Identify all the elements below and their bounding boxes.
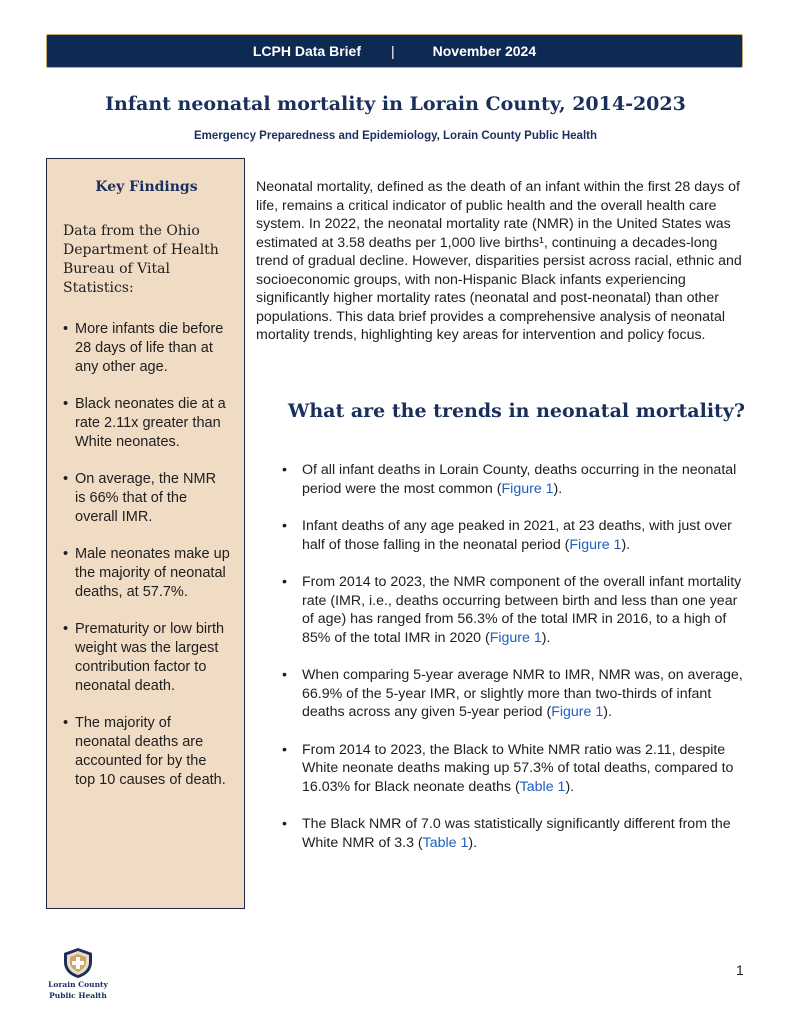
figure-link[interactable]: Figure 1 <box>551 704 604 720</box>
intro-paragraph: Neonatal mortality, defined as the death of an infant within the first 28 days of life, remains a critical indicator of public health and the overall health care system. In 2022, the neonatal mortality rate (NMR) in the United States was estimated at 3.58 deaths per 1,000 live births¹, continuing a decades-long trend of gradual decline. However, disparities persist across racial, ethnic and socioeconomic groups, with non-Hispanic Black infants experiencing significantly higher mortality rates (neonatal and post-neonatal) than other populations. This data brief provides a comprehensive analysis of neonatal mortality trends, highlighting key areas for intervention and policy focus. <box>256 179 742 343</box>
trend-text: From 2014 to 2023, the Black to White NMR ratio was 2.11, despite White neonate deaths making up 57.3% of total deaths, compared to 16.03% for Black neonate deaths ( <box>302 741 734 795</box>
figure-link[interactable]: Figure 1 <box>501 480 554 497</box>
table-link[interactable]: Table 1 <box>422 834 469 851</box>
trend-end: ). <box>621 536 631 553</box>
key-findings-title: Key Findings <box>95 179 198 195</box>
section-heading: What are the trends in neonatal mortality? <box>288 400 745 422</box>
key-finding-item: • More infants die before 28 days of life than at any other age. <box>63 320 230 377</box>
brief-label: LCPH Data Brief <box>252 43 361 59</box>
brief-date: November 2024 <box>432 43 537 59</box>
key-finding-item: • The majority of neonatal deaths are accounted for by the top 10 causes of death. <box>63 714 230 790</box>
trend-end: ). <box>603 704 612 720</box>
key-finding-item: • Male neonates make up the majority of neonatal deaths, at 57.7%. <box>63 545 230 602</box>
trend-end: ). <box>553 480 563 497</box>
trend-text: From 2014 to 2023, the NMR component of the overall infant mortality rate (IMR, i.e., deaths occurring between birth and less than one year of age) has ranged from 56.3% of the total IMR in 2016, to a high of 85% of the total IMR in 2020 ( <box>302 574 742 646</box>
trend-item <box>282 517 752 554</box>
figure-link[interactable]: Figure 1 <box>489 629 542 646</box>
key-findings-list <box>63 320 230 790</box>
key-finding-item: • On average, the NMR is 66% that of the overall IMR. <box>63 470 230 527</box>
key-finding-item: • Black neonates die at a rate 2.11x greater than White neonates. <box>63 395 230 452</box>
trends-list <box>282 461 752 871</box>
page-number: 1 <box>736 962 744 978</box>
key-finding-item: • Prematurity or low birth weight was the largest contribution factor to neonatal death. <box>63 620 230 696</box>
header-separator: | <box>390 43 395 59</box>
trend-text: Of all infant deaths in Lorain County, deaths occurring in the neonatal period were the most common ( <box>302 462 737 497</box>
trend-text: When comparing 5-year average NMR to IMR, NMR was, on average, 66.9% of the 5-year IMR, or slightly more than two-thirds of infant deaths across any given 5-year period ( <box>302 667 743 720</box>
trend-item <box>282 815 752 852</box>
page-title: Infant neonatal mortality in Lorain County, 2014-2023 <box>105 93 686 115</box>
figure-link[interactable]: Figure 1 <box>569 536 622 553</box>
trend-text: The Black NMR of 7.0 was statistically significantly different from the White NMR of 3.3 ( <box>302 816 731 851</box>
trend-item <box>282 573 752 647</box>
trend-end: ). <box>541 629 551 646</box>
logo-line-1: Lorain County <box>48 980 108 989</box>
lorain-county-public-health-shield-icon <box>61 947 95 979</box>
page-subtitle: Emergency Preparedness and Epidemiology, Lorain County Public Health <box>193 130 598 142</box>
trend-item <box>282 461 752 498</box>
trend-end: ). <box>468 834 478 851</box>
key-findings-intro: Data from the Ohio Department of Health Bureau of Vital Statistics: <box>63 223 219 296</box>
logo-line-2: Public Health <box>49 990 107 1000</box>
key-findings-sidebar <box>46 158 245 909</box>
trend-item <box>282 741 752 797</box>
trend-item <box>282 666 752 722</box>
trend-end: ). <box>565 778 575 795</box>
header-bar <box>46 34 743 68</box>
lcph-logo <box>48 947 108 1000</box>
table-link[interactable]: Table 1 <box>519 778 566 795</box>
trend-text: Infant deaths of any age peaked in 2021, at 23 deaths, with just over half of those falling in the neonatal period ( <box>302 518 732 553</box>
